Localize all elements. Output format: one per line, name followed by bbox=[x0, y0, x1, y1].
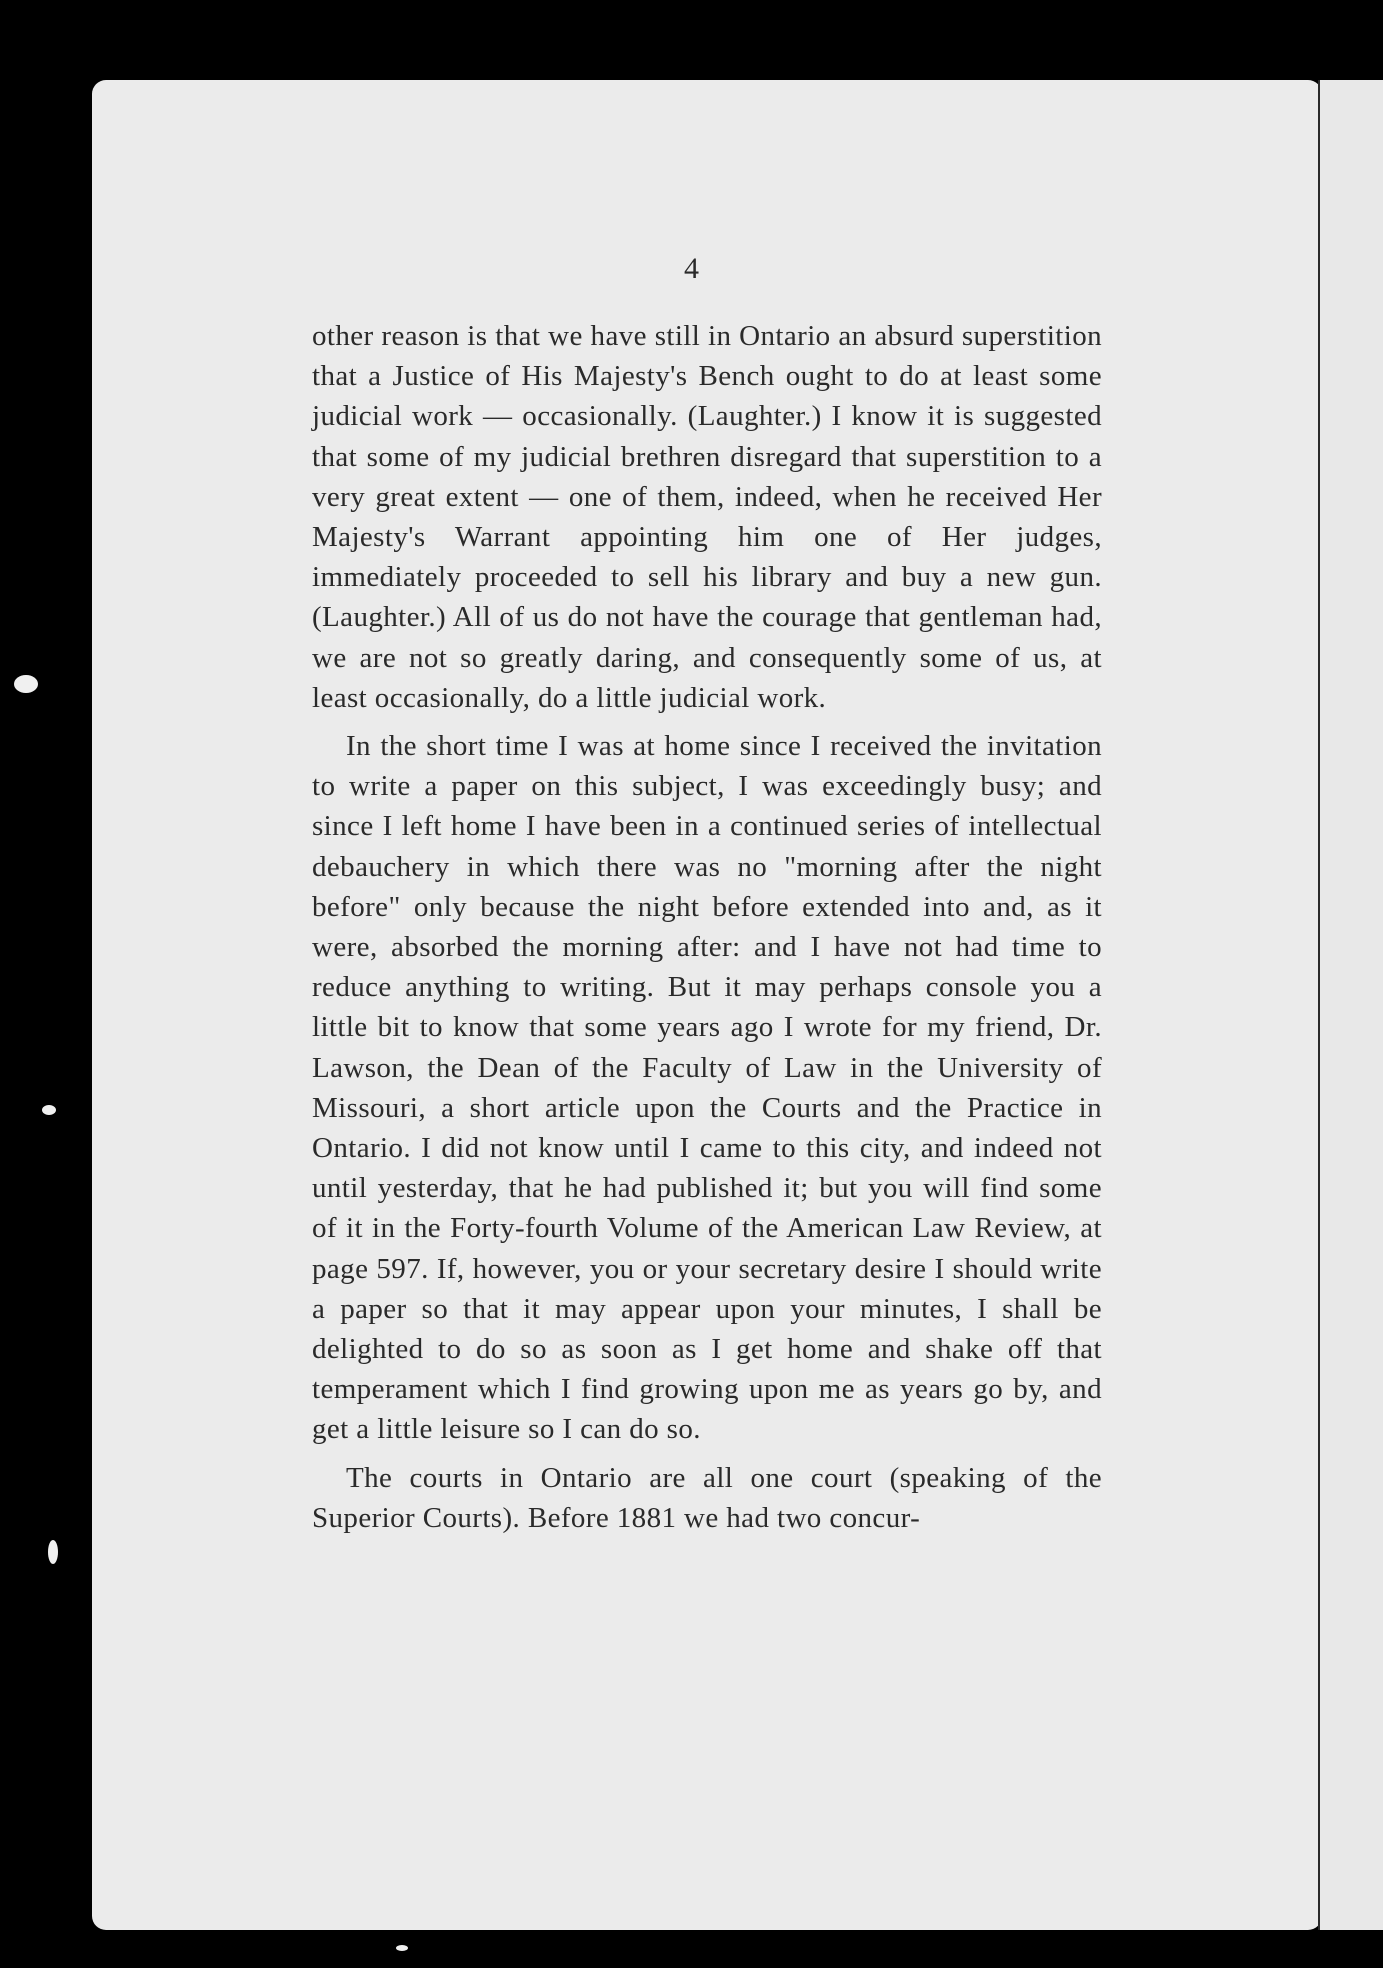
scan-speck bbox=[48, 1540, 58, 1564]
scan-speck bbox=[14, 675, 38, 693]
paragraph: The courts in Ontario are all one court (speaking of the Superior Courts). Before 1881 we had two concur- bbox=[312, 1461, 1102, 1534]
body-text bbox=[312, 316, 1102, 1546]
scan-speck bbox=[42, 1105, 56, 1115]
paragraph: In the short time I was at home since I received the invitation to write a paper on this subject, I was exceedingly busy; and since I left home I have been in a continued series of intellectual debauchery in which there was no "morning after the night before" only because the night before extended into and, as it were, absorbed the morning after: and I have not had time to reduce anything to writing. But it may perhaps console you a little bit to know that some years ago I wrote for my friend, Dr. Lawson, the Dean of the Faculty of Law in the University of Missouri, a short article upon the Courts and the Practice in Ontario. I did not know until I came to this city, and indeed not until yesterday, that he had published it; but you will find some of it in the Forty-fourth Volume of the American Law Review, at page 597. If, however, you or your secretary desire I should write a paper so that it may appear upon your minutes, I shall be delighted to do so as soon as I get home and shake off that temperament which I find growing upon me as years go by, and get a little leisure so I can do so. bbox=[312, 730, 1102, 1446]
adjacent-page-edge bbox=[1318, 80, 1383, 1930]
paragraph: other reason is that we have still in Ontario an absurd superstition that a Justice of His Majesty's Bench ought to do at least some judicial work — occasionally. (Laughter.) I know it is suggested that some of my judicial brethren disregard that superstition to a very great extent — one of them, indeed, when he received Her Majesty's Warrant appointing him one of Her judges, immediately proceeded to sell his library and buy a new gun. (Laughter.) All of us do not have the courage that gentleman had, we are not so greatly daring, and consequently some of us, at least occasionally, do a little judicial work. bbox=[312, 320, 1102, 714]
scan-speck bbox=[396, 1945, 408, 1951]
page-number: 4 bbox=[684, 252, 699, 285]
